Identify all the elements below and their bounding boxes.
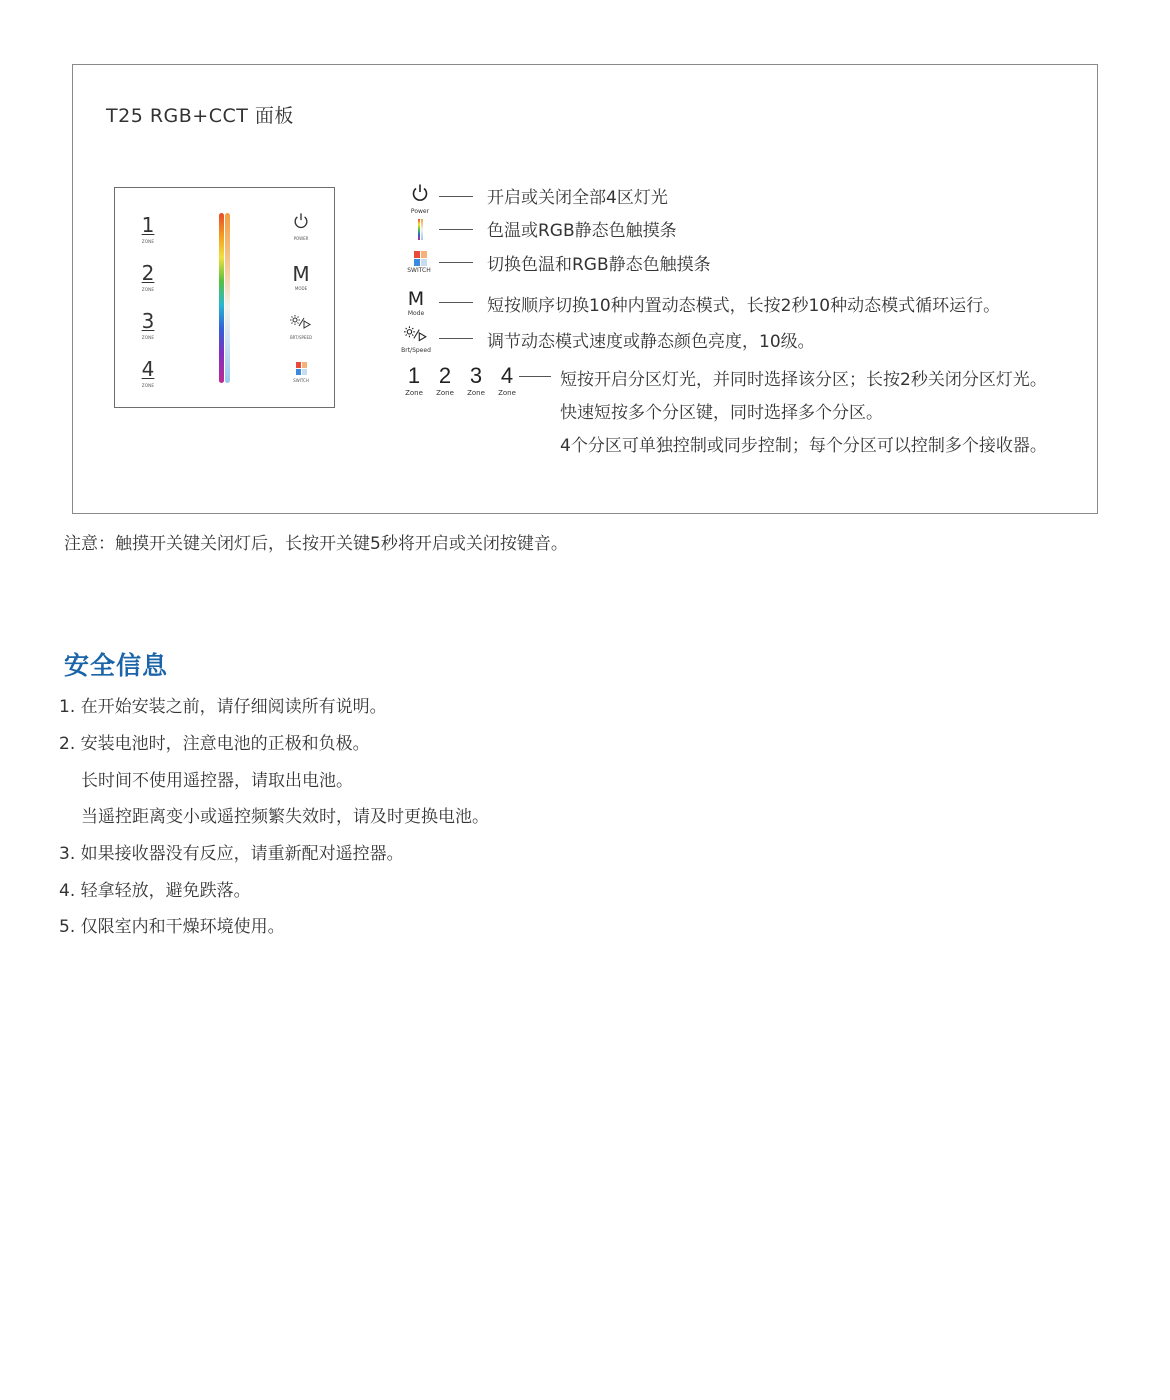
mode-icon: M [407,288,425,310]
legend-dash [439,302,473,303]
legend-zone-1: 1 Zone [405,363,423,397]
power-icon [410,183,430,203]
legend-zone-2: 2 Zone [436,363,454,397]
power-description: 开启或关闭全部4区灯光 [487,188,668,208]
product-frame [72,64,1098,514]
legend-dash [439,196,473,197]
safety-item: 长时间不使用遥控器，请取出电池。 [81,771,353,791]
panel-zone-2: 2 ZONE [141,261,155,292]
legend-zone-3: 3 Zone [467,363,485,397]
legend-mode: M Mode [403,290,429,317]
touch-strip-icon [418,219,423,240]
brightness-speed-icon [290,315,312,329]
cct-touch-strip [225,213,230,383]
note-text: 注意：触摸开关键关闭灯后，长按开关键5秒将开启或关闭按键音。 [64,534,568,554]
rgb-touch-strip [219,213,224,383]
safety-item: 3. 如果接收器没有反应，请重新配对遥控器。 [59,844,404,864]
panel-zone-1: 1 ZONE [141,213,155,244]
safety-item: 2. 安装电池时，注意电池的正极和负极。 [59,734,370,754]
switch-icon [296,362,307,375]
zone-description-2: 快速短按多个分区键，同时选择多个分区。 [560,403,883,423]
legend-dash [519,376,551,377]
strip-description: 色温或RGB静态色触摸条 [487,221,677,241]
legend-zone-4: 4 Zone [498,363,516,397]
legend-touch-strip [416,219,424,240]
legend-dash [439,338,473,339]
legend-switch: SWITCH [403,251,435,274]
legend-dash [439,229,473,230]
safety-item: 4. 轻拿轻放，避免跌落。 [59,881,251,901]
safety-item: 5. 仅限室内和干燥环境使用。 [59,917,285,937]
panel-zone-3: 3 ZONE [141,309,155,340]
legend-dash [439,262,473,263]
panel-power-button: POWER [289,212,313,241]
panel-mode-button: M MODE [292,262,310,291]
panel-illustration [114,187,335,408]
power-icon [292,212,310,230]
zone-description-1: 短按开启分区灯光，并同时选择该分区；长按2秒关闭分区灯光。 [560,370,1047,390]
panel-zone-4: 4 ZONE [141,357,155,388]
mode-description: 短按顺序切换10种内置动态模式，长按2秒10种动态模式循环运行。 [487,296,1001,316]
switch-icon [414,251,425,266]
product-title: T25 RGB+CCT 面板 [106,105,294,127]
legend-brt-speed: Brt/Speed [398,326,434,354]
brt-speed-description: 调节动态模式速度或静态颜色亮度，10级。 [487,332,815,352]
panel-switch-button: SWITCH [289,362,313,383]
brightness-speed-icon [404,326,428,342]
zone-description-3: 4个分区可单独控制或同步控制；每个分区可以控制多个接收器。 [560,436,1047,456]
safety-item: 1. 在开始安装之前，请仔细阅读所有说明。 [59,697,387,717]
safety-title: 安全信息 [64,651,169,680]
legend-power: Power [406,183,434,215]
safety-item: 当遥控距离变小或遥控频繁失效时，请及时更换电池。 [81,807,489,827]
panel-brt-speed-button: BRT/SPEED [289,314,313,340]
switch-description: 切换色温和RGB静态色触摸条 [487,255,711,275]
